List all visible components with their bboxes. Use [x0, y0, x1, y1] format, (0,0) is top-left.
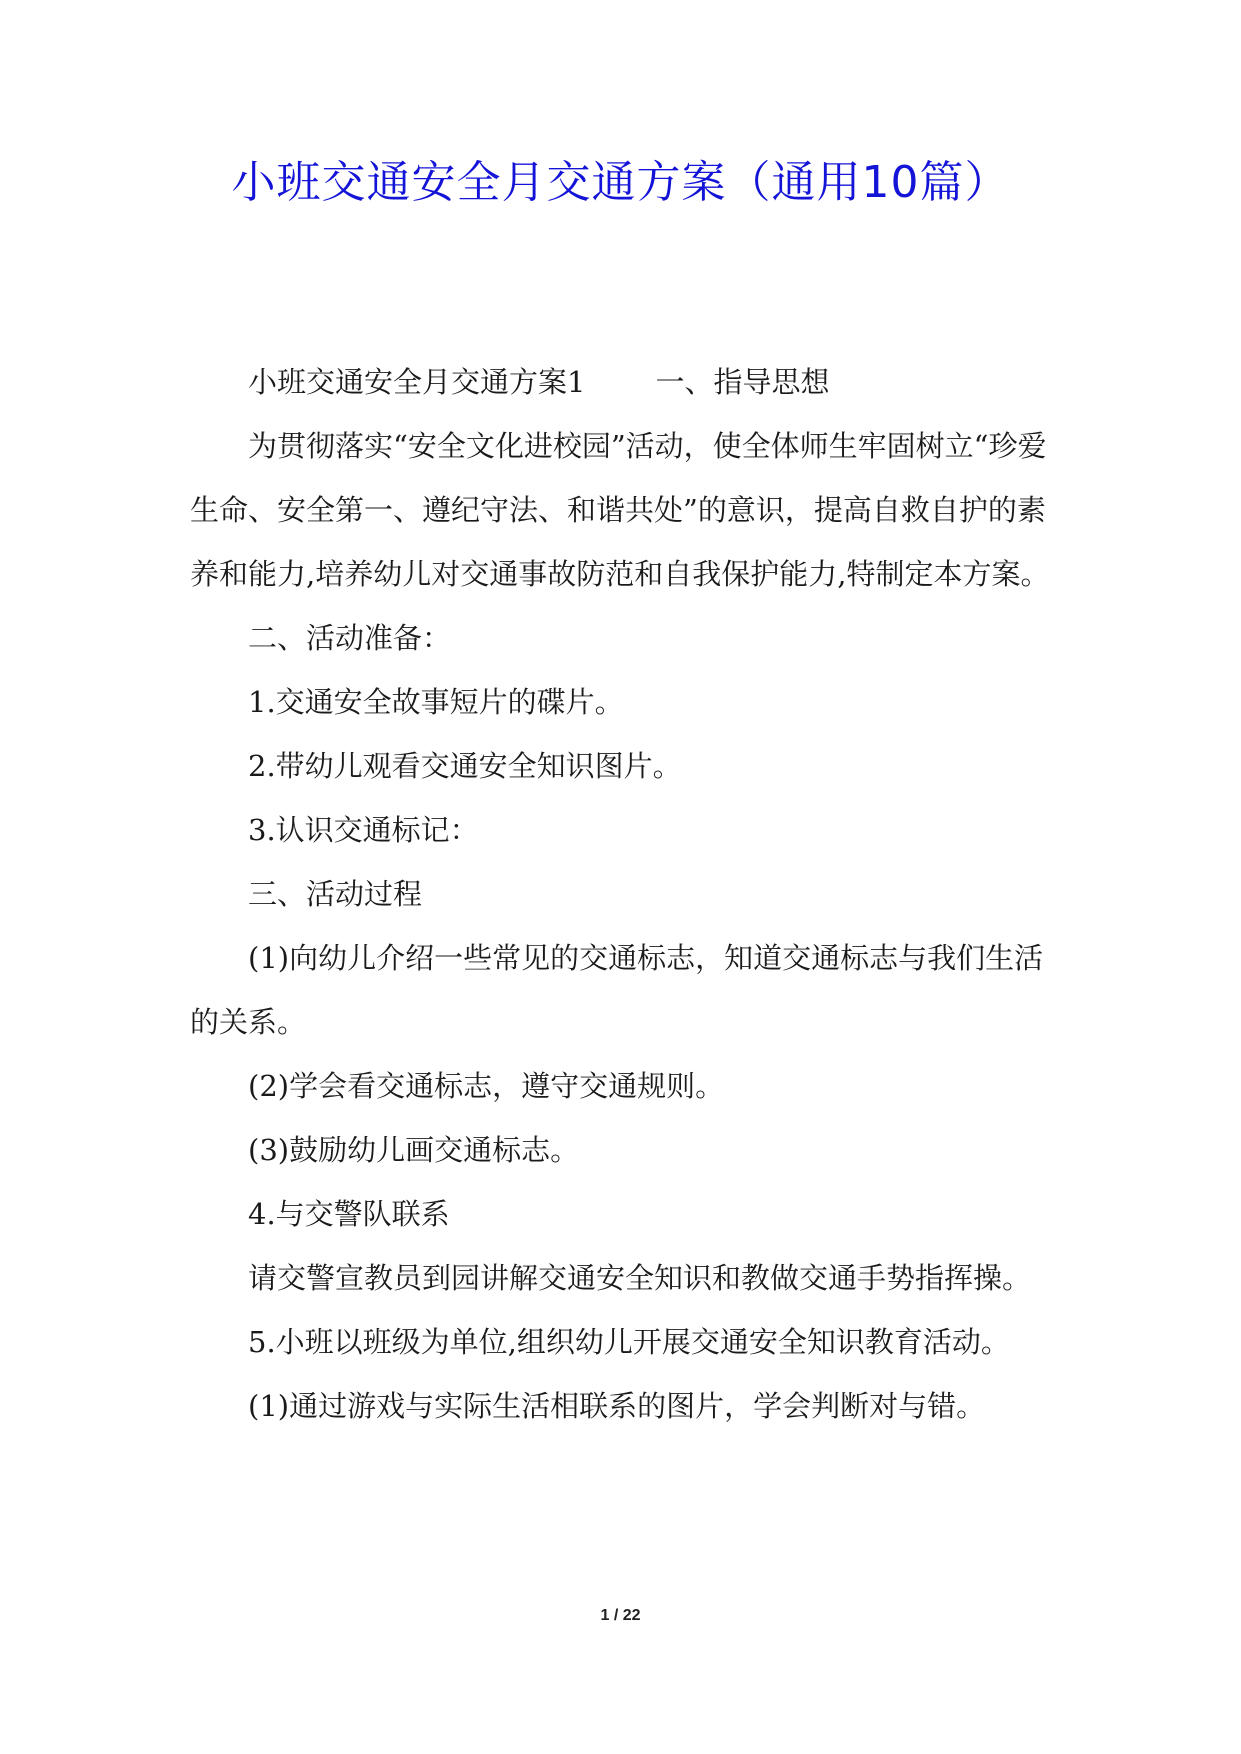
paragraph: 5.小班以班级为单位,组织幼儿开展交通安全知识教育活动。 — [248, 1325, 1010, 1359]
paragraph: 4.与交警队联系 — [248, 1197, 450, 1231]
paragraph: (3)鼓励幼儿画交通标志。 — [248, 1133, 580, 1167]
document-title: 小班交通安全月交通方案（通用10篇） — [231, 157, 1010, 208]
paragraph: 二、活动准备： — [248, 621, 452, 655]
section-title: 小班交通安全月交通方案1 — [248, 365, 586, 399]
paragraph: (1)向幼儿介绍一些常见的交通标志，知道交通标志与我们生活的关系。 — [190, 941, 1044, 1039]
paragraph: 1.交通安全故事短片的碟片。 — [248, 685, 624, 719]
paragraph: 为贯彻落实“安全文化进校园”活动，使全体师生牢固树立“珍爱生命、安全第一、遵纪守法、和谐共处”的意识，提高自救自护的素养和能力,培养幼儿对交通事故防范和自我保护能力,特制定本方案。 — [190, 429, 1050, 591]
page-number: 1 / 22 — [600, 1607, 641, 1624]
document-body — [190, 350, 1070, 1438]
paragraph: 请交警宣教员到园讲解交通安全知识和教做交通手势指挥操。 — [248, 1261, 1032, 1295]
paragraph: (2)学会看交通标志，遵守交通规则。 — [248, 1069, 725, 1103]
paragraph: 3.认识交通标记： — [248, 813, 479, 847]
section-subtitle: 一、指导思想 — [655, 365, 830, 399]
paragraph: 三、活动过程 — [248, 877, 423, 911]
paragraph: 2.带幼儿观看交通安全知识图片。 — [248, 749, 682, 783]
paragraph-heading-1 — [190, 350, 1070, 414]
paragraph: (1)通过游戏与实际生活相联系的图片，学会判断对与错。 — [248, 1389, 986, 1423]
